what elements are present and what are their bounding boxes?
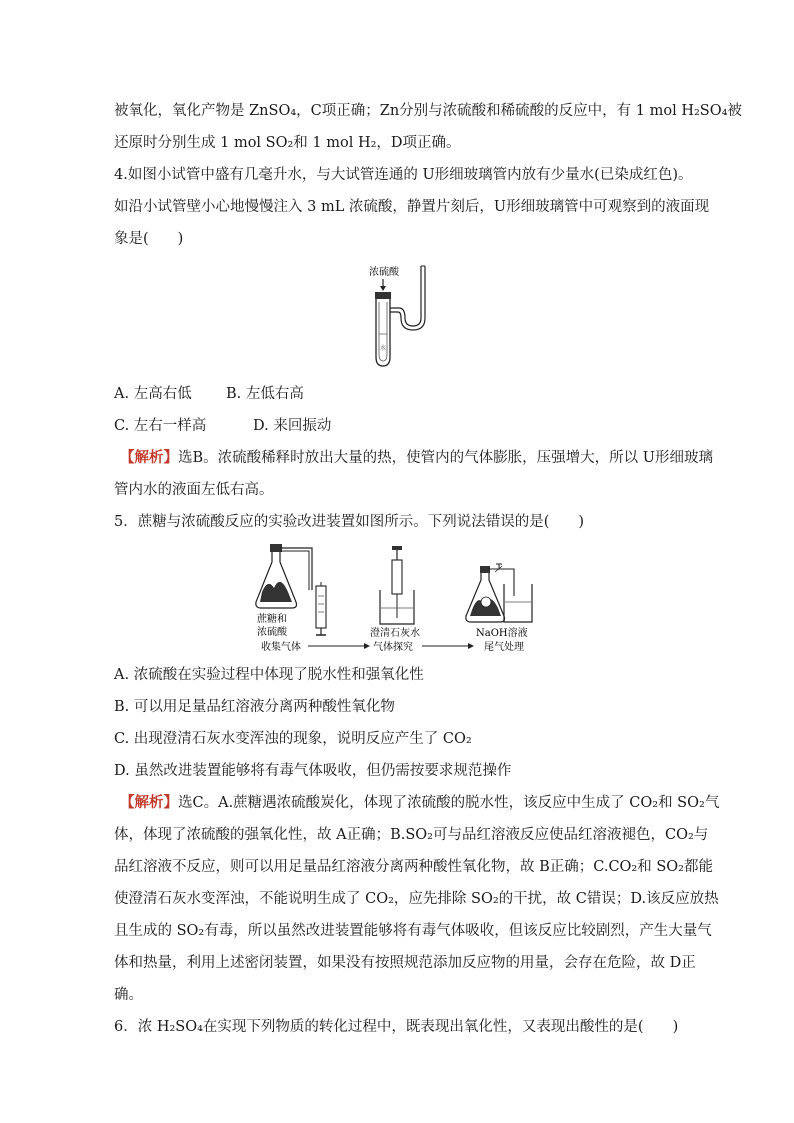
option-c: C. 出现澄清石灰水变浑浊的现象，说明反应产生了 CO₂	[114, 731, 472, 747]
analysis-line: 管内水的液面左低右高。	[114, 482, 274, 498]
beaker-1-step: 气体探究	[373, 642, 413, 653]
flask-label-2: 浓硫酸	[257, 627, 287, 638]
figure-label-conc-sulfuric-acid: 浓硫酸	[369, 267, 399, 278]
analysis-line: 确。	[114, 987, 143, 1003]
analysis-tag: 【解析】	[120, 449, 178, 466]
beaker-2-label: NaOH溶液	[476, 628, 528, 639]
text-line: 被氧化，氧化产物是 ZnSO₄，C项正确；Zn分别与浓硫酸和稀硫酸的反应中，有 1 mol H₂SO₄被	[114, 103, 742, 119]
option-d: D. 虽然改进装置能够将有毒气体吸收，但仍需按要求规范操作	[114, 763, 512, 779]
question-4-stem: 4.如图小试管中盛有几毫升水，与大试管连通的 U形细玻璃管内放有少量水(已染成红色)。	[114, 167, 693, 183]
option-a: A. 浓硫酸在实验过程中体现了脱水性和强氧化性	[114, 667, 424, 683]
analysis-line: 体和热量，利用上述密闭装置，如果没有按照规范添加反应物的用量，会存在危险，故 D正	[114, 955, 696, 971]
option-a: A. 左高右低	[114, 386, 192, 402]
beaker-2-step: 尾气处理	[484, 642, 524, 653]
analysis-tag: 【解析】	[120, 794, 178, 811]
analysis-line: 且生成的 SO₂有毒，所以虽然改进装置能够将有毒气体吸收，但该反应比较剧烈，产生大量气	[114, 923, 712, 939]
question-5-stem: 5．蔗糖与浓硫酸反应的实验改进装置如图所示。下列说法错误的是( )	[114, 514, 585, 530]
analysis-line: 使澄清石灰水变浑浊，不能说明生成了 CO₂，应先排除 SO₂的干扰，故 C错误；D.该反应放热	[114, 891, 719, 907]
analysis-text: 选B。浓硫酸稀释时放出大量的热，使管内的气体膨胀，压强增大，所以 U形细玻璃	[178, 450, 713, 466]
option-c: C. 左右一样高	[114, 418, 207, 434]
option-b: B. 可以用足量品红溶液分离两种酸性氧化物	[114, 699, 395, 715]
question-6-stem: 6．浓 H₂SO₄在实现下列物质的转化过程中，既表现出氧化性，又表现出酸性的是( )	[114, 1019, 679, 1035]
flask-label-1: 蔗糖和	[257, 614, 287, 625]
analysis-line	[120, 793, 719, 813]
option-d: D. 来回振动	[253, 418, 332, 434]
analysis-text: 选C。A.蔗糖遇浓硫酸炭化，体现了浓硫酸的脱水性，该反应中生成了 CO₂和 SO₂气	[178, 795, 720, 811]
analysis-line: 品红溶液不反应，则可以用足量品红溶液分离两种酸性氧化物，故 B正确；C.CO₂和 SO₂都能	[114, 859, 713, 875]
beaker-1-label: 澄清石灰水	[370, 628, 420, 639]
question-4-stem: 象是( )	[114, 231, 184, 247]
step-label-collect: 收集气体	[261, 642, 301, 653]
analysis-line	[120, 448, 713, 468]
question-4-stem: 如沿小试管壁小心地慢慢注入 3 mL 浓硫酸，静置片刻后，U形细玻璃管中可观察到的液面现	[114, 199, 710, 215]
text-line: 还原时分别生成 1 mol SO₂和 1 mol H₂，D项正确。	[114, 135, 461, 151]
analysis-line: 体，体现了浓硫酸的强氧化性，故 A正确；B.SO₂可与品红溶液反应使品红溶液褪色，CO₂与	[114, 827, 709, 843]
apparatus-figure	[252, 540, 548, 656]
svg-text:水: 水	[380, 345, 387, 352]
option-b: B. 左低右高	[226, 386, 304, 402]
test-tube-figure	[365, 262, 435, 374]
